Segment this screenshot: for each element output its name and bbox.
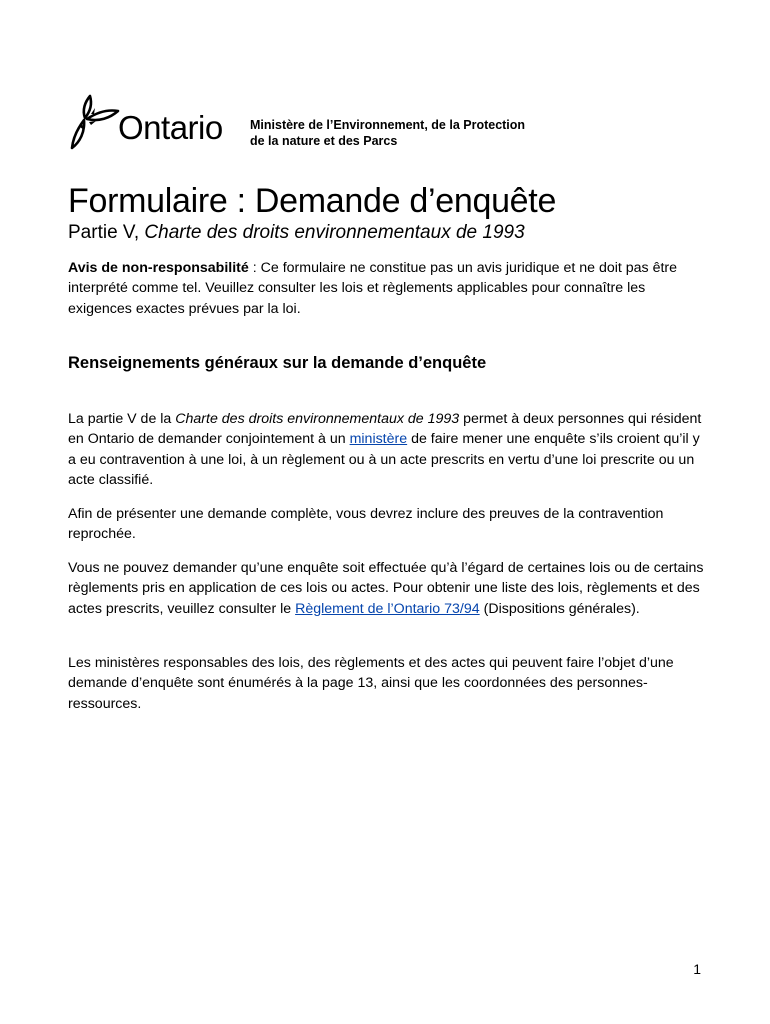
regulation-73-94-link[interactable]: Règlement de l’Ontario 73/94: [295, 600, 480, 617]
paragraph-prescribed-acts: [68, 558, 708, 619]
document-subtitle: [68, 221, 525, 245]
ministry-name: [250, 117, 590, 149]
paragraph-evidence: Afin de présenter une demande complète, vous devrez inclure des preuves de la contravention reprochée.: [68, 506, 664, 543]
disclaimer: [68, 258, 708, 319]
ministry-name-line2: de la nature et des Parcs: [250, 134, 398, 148]
paragraph-ministries: Les ministères responsables des lois, des règlements et des actes qui peuvent faire l’objet d’une demande d’enquête sont énumérés à la page 13, ainsi que les coordonnées des personnes-ressources.: [68, 655, 674, 712]
trillium-icon: [68, 92, 120, 152]
document-title: Formulaire : Demande d’enquête: [68, 182, 557, 220]
subtitle-charter: Charte des droits environnementaux de 1993: [144, 222, 525, 243]
ministry-link[interactable]: ministère: [349, 431, 408, 448]
p1-charter-title: Charte des droits environnementaux de 1993: [175, 411, 460, 427]
disclaimer-label: Avis de non-responsabilité: [68, 260, 249, 276]
subtitle-prefix: Partie V,: [68, 222, 145, 243]
logo-wordmark: Ontario: [118, 109, 223, 146]
page-header: [68, 92, 708, 156]
ministry-name-line1: Ministère de l’Environnement, de la Protection: [250, 118, 526, 132]
p1-after-italic: permet à deux personnes qui résident en Ontario de demander conjointement à un: [68, 411, 702, 448]
disclaimer-text: : Ce formulaire ne constitue pas un avis juridique et ne doit pas être interprété comme tel. Veuillez consulter les lois et règlements applicables pour connaître les exigences exactes prévues par la loi.: [68, 260, 678, 317]
ontario-logo: [68, 92, 238, 152]
paragraph-part-v: [68, 409, 708, 490]
section-heading: Renseignements généraux sur la demande d’enquête: [68, 354, 487, 372]
p1-after-link: de faire mener une enquête s’ils croient qu’il y a eu contravention à une loi, à un règlement ou à un acte prescrits en vertu d’une loi prescrite ou un acte classifié.: [68, 431, 700, 488]
page-number: 1: [693, 961, 701, 977]
p1-before-italic: La partie V de la: [68, 411, 176, 427]
p3-after-link: (Dispositions générales).: [479, 600, 640, 617]
p3-before-link: Vous ne pouvez demander qu’une enquête soit effectuée qu’à l’égard de certaines lois ou de certains règlements pris en application de ces lois ou actes. Pour obtenir une liste des lois, règlements et des actes prescrits, veuillez consulter le: [68, 560, 704, 617]
